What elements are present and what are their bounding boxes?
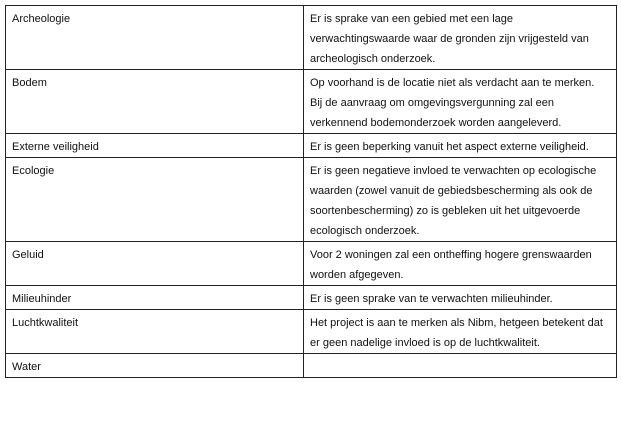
aspect-cell: Milieuhinder	[6, 286, 304, 310]
environmental-aspects-table	[5, 5, 617, 378]
aspect-cell: Bodem	[6, 70, 304, 134]
remark-cell: Er is sprake van een gebied met een lage verwachtingswaarde waar de gronden zijn vrijgesteld van archeologisch onderzoek.	[304, 6, 617, 70]
remark-cell: Op voorhand is de locatie niet als verdacht aan te merken. Bij de aanvraag om omgevingsvergunning zal een verkennend bodemonderzoek worden aangeleverd.	[304, 70, 617, 134]
aspect-cell: Water	[6, 354, 304, 378]
remark-cell: Er is geen beperking vanuit het aspect externe veiligheid.	[304, 134, 617, 158]
aspect-cell: Luchtkwaliteit	[6, 310, 304, 354]
remark-cell: Het project is aan te merken als Nibm, hetgeen betekent dat er geen nadelige invloed is op de luchtkwaliteit.	[304, 310, 617, 354]
aspect-cell: Archeologie	[6, 6, 304, 70]
aspect-cell: Ecologie	[6, 158, 304, 242]
table-row	[6, 70, 617, 134]
table-row	[6, 242, 617, 286]
remark-cell: Er is geen sprake van te verwachten milieuhinder.	[304, 286, 617, 310]
table-row	[6, 310, 617, 354]
table-row	[6, 354, 617, 378]
remark-cell: Er is geen negatieve invloed te verwachten op ecologische waarden (zowel vanuit de gebiedsbescherming als ook de soortenbescherming) zo is gebleken uit het uitgevoerde ecologisch onderzoek.	[304, 158, 617, 242]
aspect-cell: Geluid	[6, 242, 304, 286]
table-row	[6, 158, 617, 242]
remark-cell: Voor 2 woningen zal een ontheffing hogere grenswaarden worden afgegeven.	[304, 242, 617, 286]
table-row	[6, 134, 617, 158]
remark-cell	[304, 354, 617, 378]
aspect-cell: Externe veiligheid	[6, 134, 304, 158]
table-row	[6, 6, 617, 70]
table-row	[6, 286, 617, 310]
